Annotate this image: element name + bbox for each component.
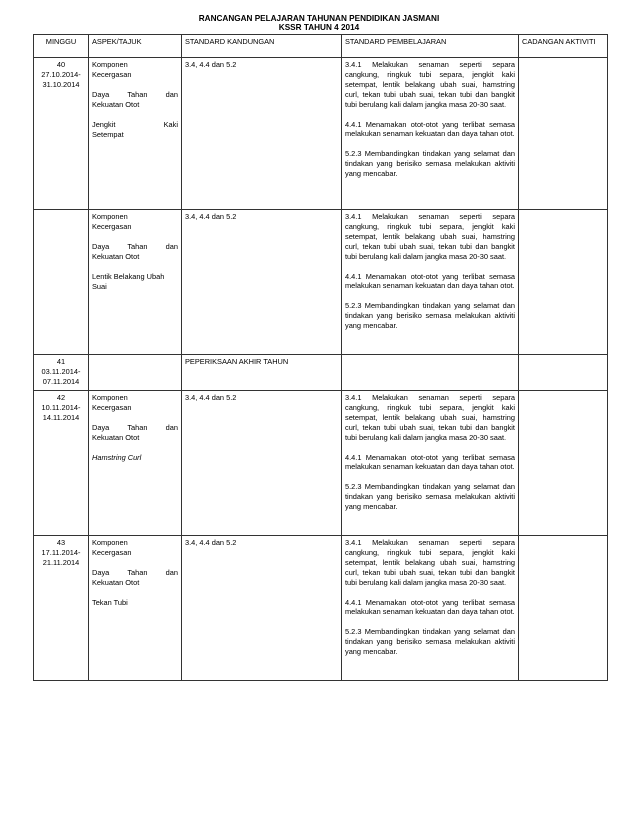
aspek-cell <box>89 210 182 355</box>
cadangan-cell <box>519 210 608 355</box>
table-row <box>34 355 608 391</box>
aspek-line: Kekuatan Otot <box>92 432 140 442</box>
cadangan-cell <box>519 536 608 681</box>
exam-note: PEPERIKSAAN AKHIR TAHUN <box>182 355 342 391</box>
week-number: 43 <box>56 538 66 547</box>
kandungan-cell: 3.4, 4.4 dan 5.2 <box>182 210 342 355</box>
aspek-line: Daya Tahan dan <box>92 241 178 251</box>
week-date-start: 10.11.2014- <box>41 402 81 412</box>
pembelajaran-cell <box>342 536 519 681</box>
week-date-end: 31.10.2014 <box>42 79 80 89</box>
week-number: 42 <box>56 393 66 402</box>
week-cell <box>34 355 89 391</box>
aspek-line: Komponen <box>92 393 128 402</box>
cadangan-cell <box>519 355 608 391</box>
pembelajaran-item: 3.4.1 Melakukan senaman seperti separa cangkung, ringkuk tubi separa, jengkit kaki setempat, lentik belakang ubah suai, hamstring curl, tekan tubi ubah suai, tekan tubi dan bangkit tubi berulang kali dalam jangka masa 20-30 saat. <box>345 212 515 261</box>
pembelajaran-item: 5.2.3 Membandingkan tindakan yang selamat dan tindakan yang berisiko semasa melakukan aktiviti yang mencabar. <box>345 627 515 657</box>
week-number: 40 <box>56 60 66 69</box>
aspek-line: Daya Tahan dan <box>92 422 178 432</box>
table-header-row <box>34 35 608 58</box>
aspek-topic: Lentik Belakang Ubah <box>92 271 165 281</box>
kandungan-cell: 3.4, 4.4 dan 5.2 <box>182 391 342 536</box>
week-date-end: 14.11.2014 <box>42 412 80 422</box>
pembelajaran-item: 4.4.1 Menamakan otot-otot yang terlibat semasa melakukan senaman kekuatan dan daya tahan otot. <box>345 119 515 139</box>
pembelajaran-item: 5.2.3 Membandingkan tindakan yang selamat dan tindakan yang berisiko semasa melakukan aktiviti yang mencabar. <box>345 149 515 179</box>
pembelajaran-item: 4.4.1 Menamakan otot-otot yang terlibat semasa melakukan senaman kekuatan dan daya tahan otot. <box>345 452 515 472</box>
document-title: RANCANGAN PELAJARAN TAHUNAN PENDIDIKAN JASMANI <box>198 14 440 23</box>
header-kandungan: STANDARD KANDUNGAN <box>182 35 342 58</box>
lesson-plan-table <box>33 34 608 681</box>
header-pembelajaran: STANDARD PEMBELAJARAN <box>342 35 519 58</box>
pembelajaran-item: 5.2.3 Membandingkan tindakan yang selamat dan tindakan yang berisiko semasa melakukan aktiviti yang mencabar. <box>345 301 515 331</box>
aspek-line: Komponen <box>92 538 128 547</box>
week-date-start: 27.10.2014- <box>41 69 81 79</box>
week-cell <box>34 536 89 681</box>
pembelajaran-item: 5.2.3 Membandingkan tindakan yang selamat dan tindakan yang berisiko semasa melakukan aktiviti yang mencabar. <box>345 482 515 512</box>
aspek-cell <box>89 58 182 210</box>
kandungan-cell: 3.4, 4.4 dan 5.2 <box>182 536 342 681</box>
aspek-cell <box>89 391 182 536</box>
cadangan-cell <box>519 391 608 536</box>
pembelajaran-item: 4.4.1 Menamakan otot-otot yang terlibat semasa melakukan senaman kekuatan dan daya tahan otot. <box>345 597 515 617</box>
pembelajaran-cell <box>342 210 519 355</box>
week-date-start: 17.11.2014- <box>41 547 81 557</box>
aspek-line: Daya Tahan dan <box>92 89 178 99</box>
aspek-line: Kekuatan Otot <box>92 251 140 261</box>
kandungan-cell: 3.4, 4.4 dan 5.2 <box>182 58 342 210</box>
pembelajaran-cell <box>342 58 519 210</box>
week-number: 41 <box>56 357 66 366</box>
table-row <box>34 391 608 536</box>
header-minggu: MINGGU <box>34 35 89 58</box>
pembelajaran-item: 3.4.1 Melakukan senaman seperti separa cangkung, ringkuk tubi separa, jengkit kaki setempat, lentik belakang ubah suai, hamstring curl, tekan tubi ubah suai, tekan tubi dan bangkit tubi berulang kali dalam jangka masa 20-30 saat. <box>345 393 515 442</box>
aspek-line: Kecergasan <box>92 547 132 557</box>
aspek-cell <box>89 536 182 681</box>
pembelajaran-item: 4.4.1 Menamakan otot-otot yang terlibat semasa melakukan senaman kekuatan dan daya tahan otot. <box>345 271 515 291</box>
pembelajaran-cell <box>342 391 519 536</box>
aspek-line: Kecergasan <box>92 402 132 412</box>
aspek-topic: Jengkit Kaki <box>92 119 178 129</box>
aspek-line: Komponen <box>92 212 128 221</box>
table-row <box>34 58 608 210</box>
pembelajaran-cell <box>342 355 519 391</box>
aspek-topic: Suai <box>92 281 107 291</box>
week-date-end: 21.11.2014 <box>42 557 80 567</box>
aspek-topic: Setempat <box>92 129 124 139</box>
aspek-line: Kecergasan <box>92 69 132 79</box>
cadangan-cell <box>519 58 608 210</box>
header-cadangan: CADANGAN AKTIVITI <box>519 35 608 58</box>
aspek-line: Kekuatan Otot <box>92 577 140 587</box>
pembelajaran-item: 3.4.1 Melakukan senaman seperti separa cangkung, ringkuk tubi separa, jengkit kaki setempat, lentik belakang ubah suai, hamstring curl, tekan tubi ubah suai, tekan tubi dan bangkit tubi berulang kali dalam jangka masa 20-30 saat. <box>345 538 515 587</box>
aspek-cell <box>89 355 182 391</box>
header-aspek: ASPEK/TAJUK <box>89 35 182 58</box>
week-date-start: 03.11.2014- <box>41 366 81 376</box>
table-row <box>34 536 608 681</box>
aspek-topic: Hamstring Curl <box>92 452 142 462</box>
aspek-topic: Tekan Tubi <box>92 597 128 607</box>
pembelajaran-item: 3.4.1 Melakukan senaman seperti separa cangkung, ringkuk tubi separa, jengkit kaki setempat, lentik belakang ubah suai, hamstring curl, tekan tubi ubah suai, tekan tubi dan bangkit tubi berulang kali dalam jangka masa 20-30 saat. <box>345 60 515 109</box>
table-row <box>34 210 608 355</box>
week-date-end: 07.11.2014 <box>42 376 80 386</box>
aspek-line: Kekuatan Otot <box>92 99 140 109</box>
week-cell <box>34 210 89 355</box>
week-cell <box>34 58 89 210</box>
week-cell <box>34 391 89 536</box>
aspek-line: Daya Tahan dan <box>92 567 178 577</box>
aspek-line: Komponen <box>92 60 128 69</box>
document-subtitle: KSSR TAHUN 4 2014 <box>278 23 360 32</box>
aspek-line: Kecergasan <box>92 221 132 231</box>
